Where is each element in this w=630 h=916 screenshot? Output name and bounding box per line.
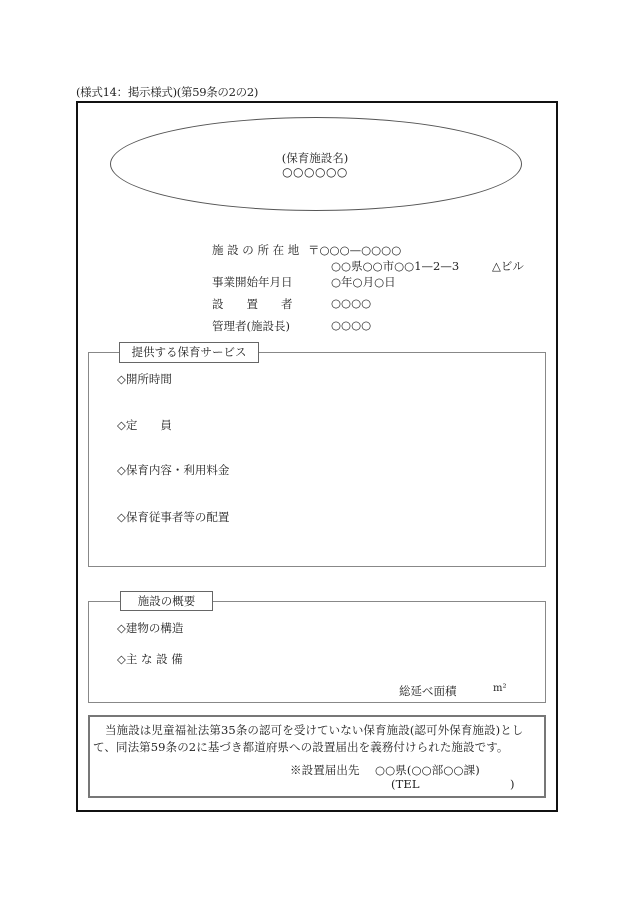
service-item-hours: ◇開所時間 — [117, 372, 172, 386]
notice-line-1: 当施設は児童福祉法第35条の認可を受けていない保育施設(認可外保育施設)とし — [105, 723, 524, 737]
service-item-staffing: ◇保育従事者等の配置 — [117, 510, 230, 524]
service-item-capacity: ◇定 員 — [117, 418, 172, 432]
start-date-value: ○年○月○日 — [331, 275, 396, 289]
start-date-label: 事業開始年月日 — [212, 275, 293, 289]
overview-section-title: 施設の概要 — [120, 591, 213, 611]
tel-open: (TEL — [391, 777, 420, 791]
total-floor-area-label: 総延べ面積 — [399, 684, 457, 698]
registry-value: ○○県(○○部○○課) — [375, 763, 480, 777]
facility-name-value: ○○○○○○ — [282, 165, 348, 179]
founder-value: ○○○○ — [331, 296, 372, 310]
location-label: 施 設 の 所 在 地 — [212, 243, 300, 257]
address: ○○県○○市○○1—2—3 — [331, 259, 460, 273]
facility-name-label: (保育施設名) — [281, 151, 349, 165]
building-name: △ビル — [492, 259, 524, 273]
notice-line-2: て、同法第59条の2に基づき都道府県への設置届出を義務付けられた施設です。 — [93, 740, 509, 754]
tel-close: ) — [510, 777, 515, 791]
services-section-title: 提供する保育サービス — [119, 342, 259, 363]
service-item-content-fees: ◇保育内容・利用料金 — [117, 463, 230, 477]
form-header: (様式14：掲示様式)(第59条の2の2) — [76, 85, 259, 99]
overview-item-equipment: ◇主 な 設 備 — [117, 652, 183, 666]
founder-label: 設 置 者 — [212, 297, 293, 311]
overview-item-structure: ◇建物の構造 — [117, 621, 184, 635]
manager-label: 管理者(施設長) — [212, 319, 290, 333]
registry-label: ※設置届出先 — [290, 763, 360, 777]
area-unit: m² — [493, 683, 507, 694]
postal-code: 〒○○○—○○○○ — [308, 243, 402, 257]
manager-value: ○○○○ — [331, 318, 372, 332]
